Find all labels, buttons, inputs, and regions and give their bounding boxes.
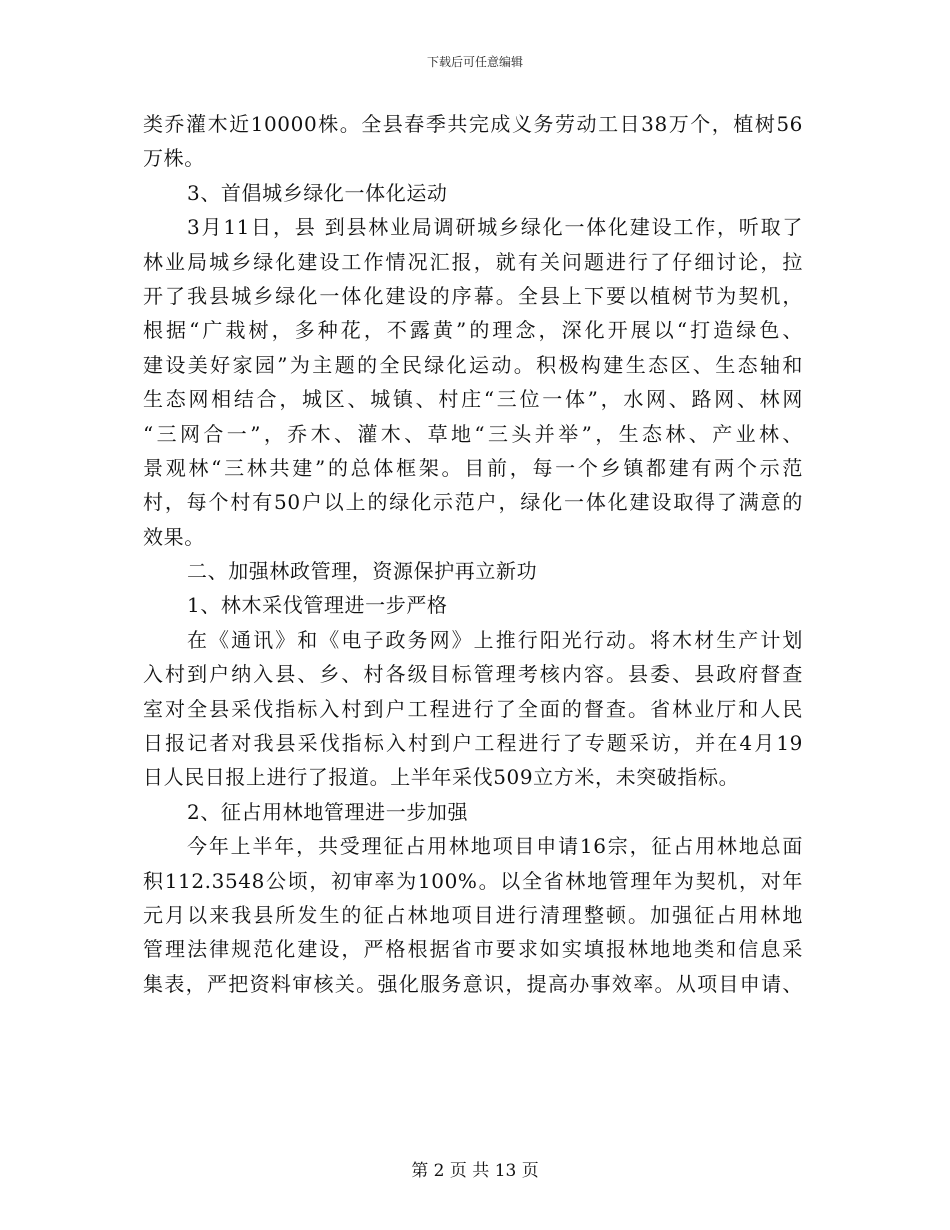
text-line: 景观林“三林共建”的总体框架。目前，每一个乡镇都建有两个示范	[143, 455, 803, 480]
header-note: 下载后可任意编辑	[426, 55, 523, 69]
text-line: 林业局城乡绿化建设工作情况汇报，就有关问题进行了仔细讨论，拉	[143, 249, 803, 274]
text-line: 开了我县城乡绿化一体化建设的序幕。全县上下要以植树节为契机，	[143, 283, 803, 308]
text-line: 类乔灌木近10000株。全县春季共完成义务劳动工日38万个，植树56	[143, 112, 803, 136]
text-line: 效果。	[143, 524, 205, 549]
text-line: 入村到户纳入县、乡、村各级目标管理考核内容。县委、县政府督查	[143, 662, 803, 687]
text-line: 万株。	[143, 146, 205, 171]
text-line: 今年上半年，共受理征占用林地项目申请16宗，征占用林地总面	[187, 834, 803, 859]
text-line: 3月11日，县 到县林业局调研城乡绿化一体化建设工作，听取了	[187, 215, 803, 240]
text-line: 2、征占用林地管理进一步加强	[187, 799, 469, 824]
text-line: 管理法律规范化建设，严格根据省市要求如实填报林地地类和信息采	[143, 937, 803, 962]
text-line: 二、加强林政管理，资源保护再立新功	[187, 559, 538, 584]
text-line: 3、首倡城乡绿化一体化运动	[187, 180, 448, 205]
text-line: “三网合一”，乔木、灌木、草地“三头并举”，生态林、产业林、	[143, 421, 803, 446]
text-line: 1、林木采伐管理进一步严格	[187, 593, 448, 618]
text-line: 积112.3548公顷，初审率为100%。以全省林地管理年为契机，对年	[143, 868, 803, 893]
text-line: 根据“广栽树，多种花，不露黄”的理念，深化开展以“打造绿色、	[143, 318, 803, 343]
text-line: 建设美好家园”为主题的全民绿化运动。积极构建生态区、生态轴和	[143, 352, 803, 377]
text-line: 元月以来我县所发生的征占林地项目进行清理整顿。加强征占用林地	[143, 902, 803, 927]
text-line: 室对全县采伐指标入村到户工程进行了全面的督查。省林业厅和人民	[143, 696, 803, 721]
text-line: 日人民日报上进行了报道。上半年采伐509立方米，未突破指标。	[143, 765, 740, 790]
page-number-footer: 第 2 页 共 13 页	[411, 1161, 539, 1181]
text-line: 村，每个村有50户以上的绿化示范户，绿化一体化建设取得了满意的	[143, 490, 803, 515]
text-line: 日报记者对我县采伐指标入村到户工程进行了专题采访，并在4月19	[143, 731, 803, 756]
document-body	[143, 107, 803, 1001]
text-line: 生态网相结合，城区、城镇、村庄“三位一体”，水网、路网、林网	[143, 387, 803, 412]
text-line: 集表，严把资料审核关。强化服务意识，提高办事效率。从项目申请、	[143, 971, 803, 996]
text-line: 在《通讯》和《电子政务网》上推行阳光行动。将木材生产计划	[187, 627, 803, 652]
